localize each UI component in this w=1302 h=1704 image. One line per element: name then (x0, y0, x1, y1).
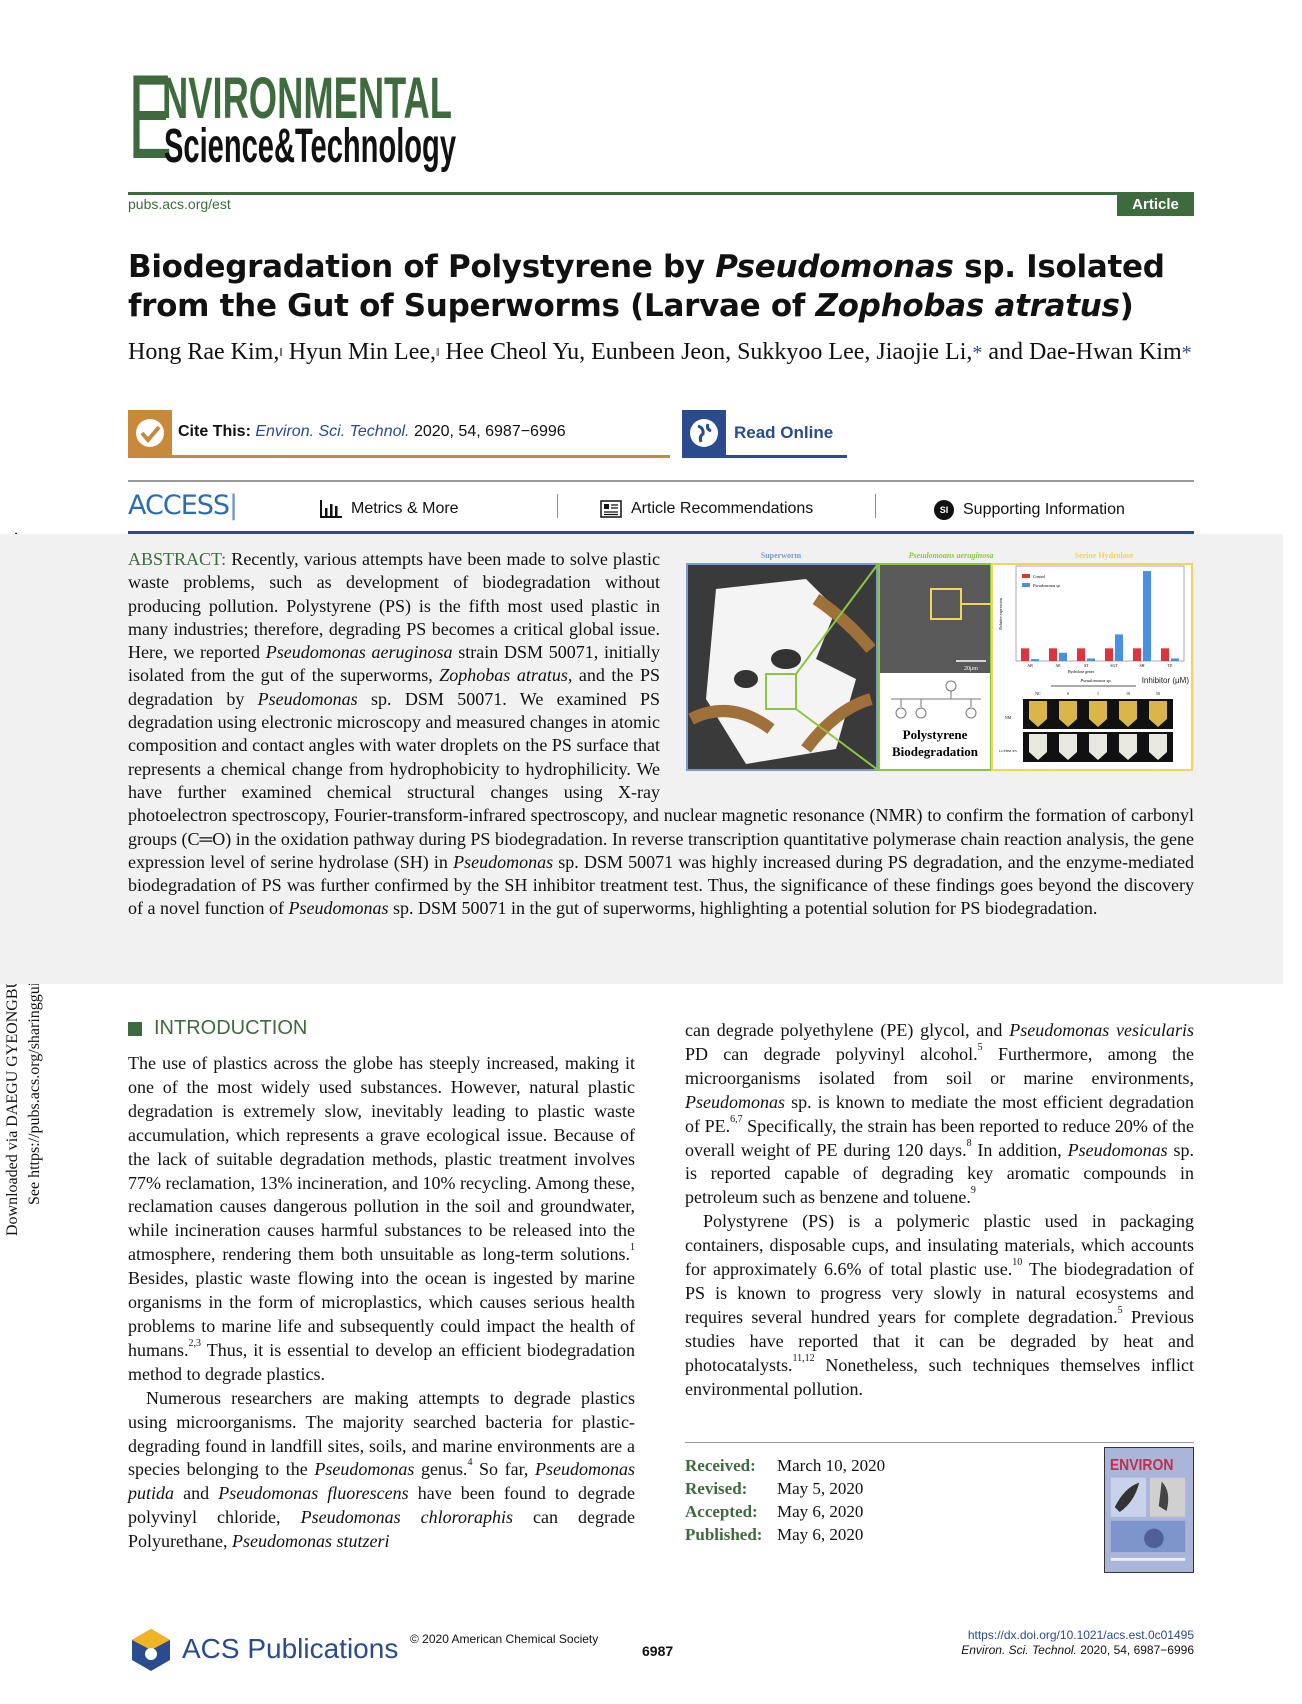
tube-column-label: 0 (1067, 691, 1069, 696)
italic-text: Pseudomonas chlororaphis (300, 1507, 513, 1528)
italic-text: Pseudomonas (257, 688, 358, 709)
footer-journal: Environ. Sci. Technol. (961, 1643, 1077, 1657)
access-label: ACCESS| (128, 490, 238, 521)
article-list-icon (600, 500, 622, 518)
header-rule (128, 192, 1194, 195)
tube-column-label: 10 (1126, 691, 1130, 696)
italic-text: Pseudomonas stutzeri (231, 1531, 390, 1552)
text-segment: sp. DSM 50071 in the gut of superworms, highlighting a potential solution for PS biodegradation. (388, 898, 1098, 919)
italic-text: Pseudomonas (314, 1459, 415, 1480)
bar-control-TE (1161, 648, 1169, 661)
x-tick-label: AB (1027, 663, 1033, 668)
text-segment: The use of plastics across the globe has steeply increased, making it one of the most widely used substances. However, natural plastic degradation is extremely slow, inevitably leading to plastic waste accumulation, which represents a grave ecological issue. Because of the lack of suitable degradation methods, plastic treatment involves 77% reclamation, 13% incineration, and 10% recycling. Among these, reclamation causes dangerous pollution in the soil and groundwater, while incineration causes harmful substances to be released into the atmosphere, rendering them both unsuitable as long-term solutions. (128, 1053, 635, 1265)
tube-column-label: 50 (1156, 691, 1160, 696)
svg-text:ENVIRON: ENVIRON (1109, 1456, 1174, 1474)
italic-text: Pseudomonas (685, 1091, 785, 1112)
text-segment: Hyun Min Lee, (282, 339, 436, 365)
tube-column-label: 1 (1097, 691, 1099, 696)
text-segment: Biodegradation of Polystyrene by (128, 249, 716, 285)
italic-text: Pseudomonas vesicularis (1009, 1020, 1195, 1040)
text-segment: ) (1119, 288, 1134, 324)
text-segment: Besides, plastic waste flowing into the ocean is ingested by marine organisms in the form of microplastics, which causes serious health problems to marine life and subsequently could impact the health of humans. (128, 1268, 635, 1360)
bar-control-AE (1049, 648, 1057, 661)
cite-this-button[interactable] (128, 410, 670, 458)
x-tick-label: SH (1139, 663, 1145, 668)
reference-superscript[interactable]: 2,3 (188, 1337, 201, 1349)
italic-text: Zophobas atratus, (439, 665, 573, 686)
text-segment: sp. DSM 50071 was highly increased during PS degradation, and the enzyme-mediated biodegradation of PS was further confirmed by the SH inhibitor treatment test. Thus, the significance of these findings goes beyond the discovery of a novel function of (128, 851, 1194, 919)
text-segment: * (1181, 342, 1192, 364)
text-segment: can degrade Polyurethane, (128, 1507, 635, 1552)
history-received: Received: March 10, 2020 (685, 1456, 886, 1475)
reference-superscript[interactable]: 5 (1117, 1304, 1123, 1316)
y-axis-label: Relative expression (998, 598, 1003, 630)
acs-hexagon-icon (128, 1626, 174, 1672)
heading-square-icon (128, 1022, 142, 1036)
footer-ref: 2020, 54, 6987−6996 (1076, 1643, 1194, 1657)
reference-superscript[interactable]: 9 (970, 1185, 976, 1197)
read-online-button[interactable] (682, 410, 847, 458)
divider (128, 480, 1194, 482)
text-segment: PD can degrade polyvinyl alcohol. (685, 1043, 978, 1064)
cite-journal: Environ. Sci. Technol. (255, 423, 410, 440)
legend-swatch (1022, 583, 1030, 587)
text-segment: strain DSM 50071, initially isolated from the gut of the superworms, (128, 642, 660, 686)
bar-pseudomonas-SGT (1115, 634, 1123, 661)
text-segment: and the PS degradation by (128, 665, 660, 709)
text-segment: * (972, 342, 983, 364)
text-segment: sp. Isolated from the Gut of Superworms (Larvae of (128, 249, 1165, 324)
panel3-title: Serine Hydrolase (1074, 551, 1134, 560)
supporting-label: Supporting Information (963, 501, 1125, 518)
bar-pseudomonas-TE (1171, 658, 1179, 661)
text-segment: Hee Cheol Yu, Eunbeen Jeon, Sukkyoo Lee, Jiaojie Li, (439, 339, 973, 365)
recommendations-label: Article Recommendations (631, 500, 814, 517)
text-segment: and Dae-Hwan Kim (982, 339, 1182, 365)
intro-right-column (685, 1019, 1194, 1402)
globe-icon (682, 410, 726, 455)
history-published: Published: May 6, 2020 (685, 1525, 864, 1544)
intro-left-column (128, 1052, 635, 1554)
reference-superscript[interactable]: 4 (467, 1457, 473, 1469)
text-segment: Hong Rae Kim, (128, 339, 280, 365)
text-segment: Recently, various attempts have been made to solve plastic waste problems, such as development of biodegradation without producing pollution. Polystyrene (PS) is the fifth most used plastic in many industries; therefore, degrading PS becomes a critical global issue. Here, we reported (128, 549, 660, 663)
journal-cover-thumbnail[interactable] (1104, 1447, 1194, 1573)
bar-pseudomonas-AE (1059, 653, 1067, 661)
text-segment: Nonetheless, such techniques themselves inflict environmental pollution. (685, 1354, 1194, 1399)
text-segment: genus. (414, 1459, 468, 1480)
paragraph (685, 1210, 1194, 1401)
cite-reference: 2020, 54, 6987−6996 (409, 423, 566, 440)
history-revised: Revised: May 5, 2020 (685, 1479, 864, 1498)
abstract-label: ABSTRACT: (128, 549, 227, 569)
journal-url-link[interactable]: pubs.acs.org/est (128, 196, 231, 212)
doi-block (961, 1628, 1194, 1658)
text-segment: Thus, it is essential to develop an efficient biodegradation method to degrade plastics. (128, 1339, 635, 1384)
toc-graphic (686, 549, 1194, 772)
bar-pseudomonas-SH (1143, 571, 1151, 661)
text-segment: sp. DSM 50071. We examined PS degradation using electronic microscopy and measured changes in atomic composition and contact angles with water droplets on the PS surface that represents a chemical change from hydrophobicity to hydrophilicity. We have further examined chemical structural changes using X-ray photoelectron spectroscopy, Fourier-transform-infrared spectroscopy, and nuclear magnetic resonance (NMR) to confirm the formation of carbonyl groups (C═O) in the oxidation pathway during PS biodegradation. In reverse transcription quantitative polymerase chain reaction analysis, the gene expression level of serine hydrolase (SH) in (128, 688, 1194, 872)
article-title (128, 248, 1194, 326)
metrics-more-link[interactable] (320, 500, 459, 518)
text-segment: Previous studies have reported that it can be degraded by heat and photocatalysts. (685, 1306, 1195, 1375)
article-type-badge: Article (1117, 193, 1194, 216)
bar-control-AT (1077, 648, 1085, 661)
text-segment: So far, (472, 1459, 535, 1480)
reference-superscript[interactable]: 5 (977, 1041, 983, 1053)
bar-control-SGT (1105, 648, 1113, 661)
italic-text: Pseudomonas putida (128, 1459, 635, 1504)
text-segment: sp. is known to mediate the most efficient degradation of PE. (685, 1091, 1194, 1136)
x-tick-label: SGT (1110, 663, 1118, 668)
svg-text:E: E (128, 48, 173, 185)
bar-pseudomonas-AT (1087, 658, 1095, 661)
italic-text: Pseudomonas (1067, 1139, 1168, 1160)
text-segment: In addition, (971, 1139, 1068, 1160)
text-segment: Numerous researchers are making attempts to degrade plastics using microorganisms. The majority searched bacteria for plastic-degrading found in landfill sites, soils, and marine environments are a species belonging to the (128, 1387, 635, 1480)
x-tick-label: TE (1167, 663, 1173, 668)
reference-superscript[interactable]: 6,7 (730, 1113, 743, 1125)
legend-swatch (1022, 574, 1030, 578)
bar-chart-icon (320, 500, 342, 518)
italic-text: Pseudomonas (288, 898, 389, 919)
italic-text: Pseudomonas aeruginosa (265, 642, 453, 663)
reference-superscript[interactable]: 1 (630, 1242, 635, 1254)
reference-superscript[interactable]: 8 (966, 1137, 972, 1149)
x-tick-label: AE (1055, 663, 1061, 668)
legend-label: Pseudomonas sp. (1033, 583, 1061, 588)
svg-text:NVIRONMENTAL: NVIRONMENTAL (162, 66, 452, 131)
page-number: 6987 (642, 1643, 674, 1659)
supporting-information-link[interactable] (934, 500, 1125, 520)
italic-text: Pseudomonas (715, 249, 954, 285)
text-segment: and (174, 1483, 219, 1504)
separator (557, 494, 558, 518)
panel1-title: Superworm (760, 551, 802, 560)
copyright: © 2020 American Chemical Society (410, 1632, 599, 1646)
text-segment: have been found to degrade polyvinyl chloride, (128, 1483, 635, 1528)
text-segment: Polystyrene (PS) is a polymeric plastic used in packaging containers, disposable cups, and insulating materials, which accounts for approximately 6.6% of total plastic use. (685, 1211, 1194, 1280)
doi-link[interactable]: https://dx.doi.org/10.1021/acs.est.0c01495 (967, 1628, 1194, 1642)
acs-publications-logo[interactable]: ACS Publications (128, 1626, 398, 1672)
scale-bar-label: 20μm (964, 666, 978, 672)
separator (875, 494, 876, 518)
text-segment: Specifically, the strain has been reported to reduce 20% of the overall weight of PE during 120 days. (685, 1115, 1194, 1160)
si-icon: SI (934, 500, 954, 520)
reference-superscript[interactable]: 11,12 (792, 1352, 815, 1364)
history-accepted: Accepted: May 6, 2020 (685, 1502, 864, 1521)
caption-line1: Polystyrene (902, 727, 968, 742)
paragraph (685, 1019, 1194, 1210)
reference-superscript[interactable]: ‖ (436, 345, 440, 359)
inhibitor-label: Inhibitor (μM) (1141, 676, 1189, 685)
cite-label: Cite This: (178, 423, 251, 440)
italic-text: Zophobas atratus (815, 288, 1120, 324)
bar-control-SH (1133, 648, 1141, 661)
reference-superscript[interactable]: 10 (1012, 1257, 1023, 1269)
checkmark-icon (128, 410, 172, 455)
metrics-label: Metrics & More (351, 500, 459, 517)
reference-superscript[interactable]: ‖ (279, 345, 283, 359)
text-segment: The biodegradation of PS is known to progress very slowly in natural ecosystems and requires several hundred years for complete degradation. (685, 1259, 1194, 1327)
text-segment: can degrade polyethylene (PE) glycol, and (685, 1020, 1010, 1040)
journal-logo (128, 48, 458, 186)
text-segment: Furthermore, among the microorganisms isolated from soil or marine environments, (685, 1043, 1194, 1088)
row-label-nm: NM (1004, 715, 1012, 720)
tube-column-label: NC (1035, 691, 1041, 696)
svg-text:Science&Technology: Science&Technology (164, 120, 457, 173)
caption-line2: Biodegradation (892, 744, 978, 759)
x-tick-label: AT (1083, 663, 1089, 668)
tube-header: Pseudomonas sp. (1080, 678, 1112, 683)
section-heading-introduction: INTRODUCTION (128, 1017, 307, 1040)
x-axis-label: Hydrolase genes (1067, 669, 1095, 674)
text-segment: sp. is reported capable of degrading key aromatic compounds in petroleum such as benzene and toluene. (685, 1139, 1194, 1208)
read-online-label: Read Online (734, 423, 834, 442)
bar-control-AB (1021, 648, 1029, 661)
row-label-lcfbm: LCFBM /PS (999, 749, 1017, 753)
legend-label: Control (1033, 574, 1046, 579)
panel2-title: Pseudomoans aeruginosa (908, 551, 994, 560)
article-recommendations-link[interactable] (600, 500, 813, 518)
author-list (128, 337, 1194, 368)
italic-text: Pseudomonas (453, 851, 554, 872)
bar-pseudomonas-AB (1031, 659, 1039, 661)
paragraph (128, 1387, 635, 1554)
italic-text: Pseudomonas fluorescens (218, 1483, 409, 1504)
paragraph (128, 1052, 635, 1387)
